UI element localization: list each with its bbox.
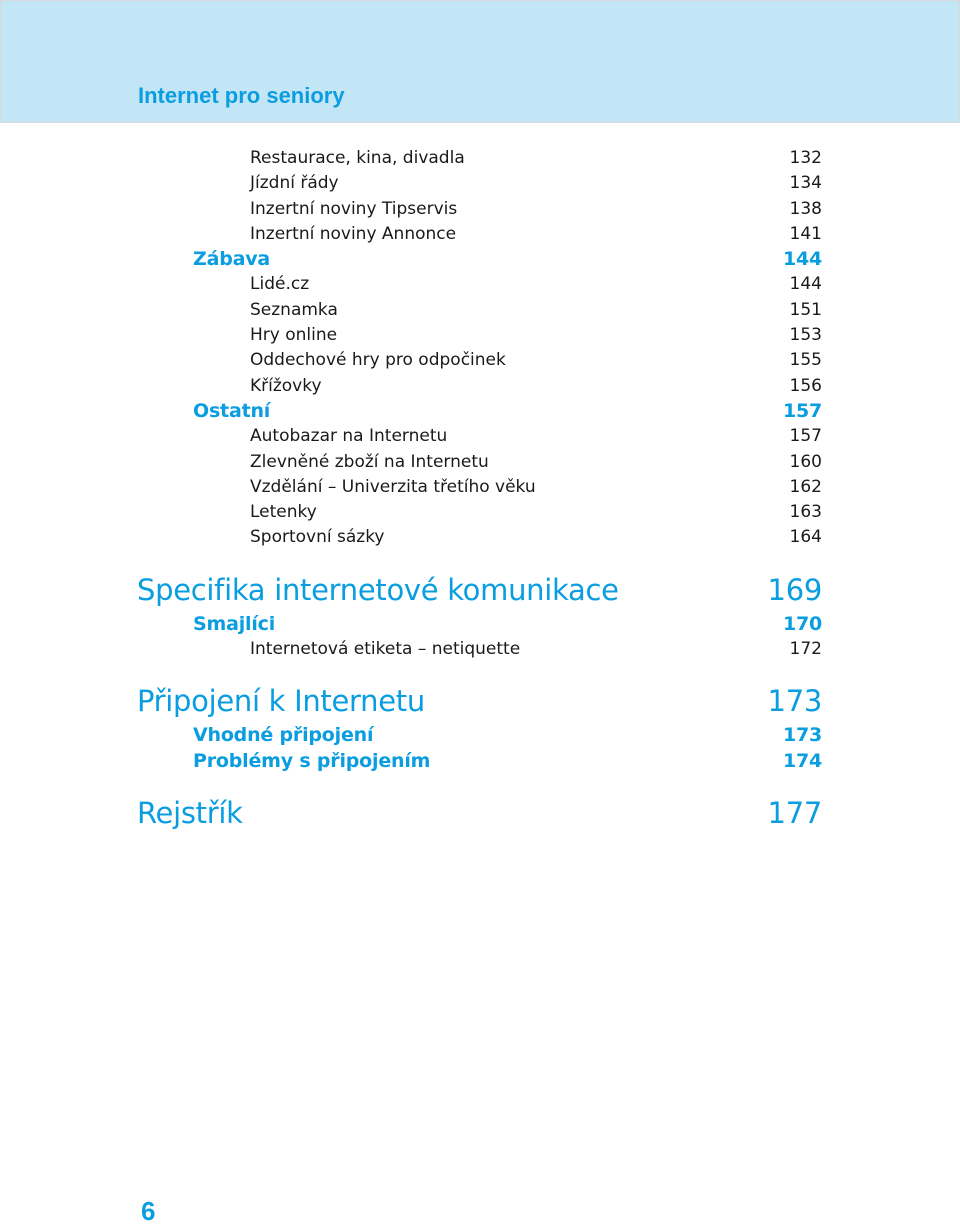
toc-entry-page: 164 bbox=[789, 527, 822, 548]
toc-entry[interactable] bbox=[137, 323, 822, 348]
toc-chapter-rejstrik[interactable] bbox=[137, 791, 822, 835]
toc-entry-label: Křížovky bbox=[250, 375, 322, 396]
toc-entry[interactable] bbox=[137, 197, 822, 222]
toc-section-page: 144 bbox=[782, 248, 822, 271]
toc-entry-page: 163 bbox=[789, 502, 822, 523]
toc-entry[interactable] bbox=[137, 475, 822, 500]
toc-entry-page: 134 bbox=[789, 173, 822, 194]
toc-entry-page: 162 bbox=[789, 476, 822, 497]
toc-entry[interactable] bbox=[137, 374, 822, 399]
toc-entry-page: 155 bbox=[789, 350, 822, 371]
table-of-contents bbox=[137, 146, 822, 835]
toc-entry-label: Seznamka bbox=[250, 299, 338, 320]
toc-section-label: Problémy s připojením bbox=[193, 749, 431, 772]
toc-entry-label: Jízdní řády bbox=[250, 173, 339, 194]
toc-entry-label: Internetová etiketa – netiquette bbox=[250, 639, 521, 660]
toc-chapter-label: Rejstřík bbox=[137, 795, 243, 830]
toc-entry-label: Zlevněné zboží na Internetu bbox=[250, 451, 489, 472]
toc-section-label: Zábava bbox=[193, 248, 271, 271]
toc-chapter-pripojeni[interactable] bbox=[137, 679, 822, 723]
toc-chapter-specifika[interactable] bbox=[137, 568, 822, 612]
toc-section-vhodne[interactable] bbox=[137, 723, 822, 748]
toc-section-page: 157 bbox=[782, 399, 822, 422]
toc-entry[interactable] bbox=[137, 272, 822, 297]
toc-entry[interactable] bbox=[137, 500, 822, 525]
toc-entry-label: Restaurace, kina, divadla bbox=[250, 148, 465, 168]
toc-entry-label: Inzertní noviny Annonce bbox=[250, 223, 457, 244]
toc-entry[interactable] bbox=[137, 171, 822, 196]
toc-entry[interactable] bbox=[137, 348, 822, 373]
toc-entry-label: Hry online bbox=[250, 325, 338, 346]
toc-entry[interactable] bbox=[137, 146, 822, 171]
toc-section-label: Ostatní bbox=[193, 399, 271, 422]
toc-entry-page: 132 bbox=[789, 148, 822, 168]
toc-entry-page: 160 bbox=[789, 451, 822, 472]
toc-entry[interactable] bbox=[137, 637, 822, 662]
running-header-title: Internet pro seniory bbox=[138, 83, 345, 108]
toc-entry-page: 172 bbox=[789, 639, 822, 660]
toc-chapter-page: 177 bbox=[767, 795, 822, 830]
toc-section-label: Vhodné připojení bbox=[193, 724, 374, 747]
toc-chapter-label: Specifika internetové komunikace bbox=[137, 572, 619, 607]
page-number: 6 bbox=[141, 1196, 156, 1226]
toc-entry-label: Oddechové hry pro odpočinek bbox=[250, 350, 506, 371]
toc-entry-page: 156 bbox=[789, 375, 822, 396]
toc-section-label: Smajlíci bbox=[193, 612, 276, 635]
toc-entry[interactable] bbox=[137, 525, 822, 550]
toc-section-page: 173 bbox=[782, 724, 822, 747]
toc-entry-label: Lidé.cz bbox=[250, 274, 310, 295]
toc-entry-page: 151 bbox=[789, 299, 822, 320]
toc-chapter-label: Připojení k Internetu bbox=[137, 684, 425, 719]
toc-section-problemy[interactable] bbox=[137, 749, 822, 774]
toc-section-page: 174 bbox=[782, 749, 822, 772]
toc-entry-label: Sportovní sázky bbox=[250, 527, 385, 548]
toc-entry[interactable] bbox=[137, 222, 822, 247]
toc-section-page: 170 bbox=[782, 612, 822, 635]
toc-section-ostatni[interactable] bbox=[137, 399, 822, 424]
header-band bbox=[0, 0, 960, 123]
toc-entry[interactable] bbox=[137, 424, 822, 449]
toc-section-zabava[interactable] bbox=[137, 247, 822, 272]
toc-entry[interactable] bbox=[137, 298, 822, 323]
toc-entry-page: 157 bbox=[789, 426, 822, 447]
toc-section-smajlici[interactable] bbox=[137, 612, 822, 637]
toc-entry-label: Vzdělání – Univerzita třetího věku bbox=[250, 476, 536, 497]
toc-entry-page: 138 bbox=[789, 198, 822, 219]
toc-entry-label: Inzertní noviny Tipservis bbox=[250, 198, 458, 219]
toc-entry-page: 144 bbox=[789, 274, 822, 295]
toc-entry-page: 141 bbox=[789, 223, 822, 244]
toc-entry[interactable] bbox=[137, 450, 822, 475]
toc-entry-page: 153 bbox=[789, 325, 822, 346]
toc-chapter-page: 173 bbox=[767, 684, 822, 719]
toc-entry-label: Autobazar na Internetu bbox=[250, 426, 448, 447]
toc-chapter-page: 169 bbox=[767, 572, 822, 607]
toc-entry-label: Letenky bbox=[250, 502, 317, 523]
